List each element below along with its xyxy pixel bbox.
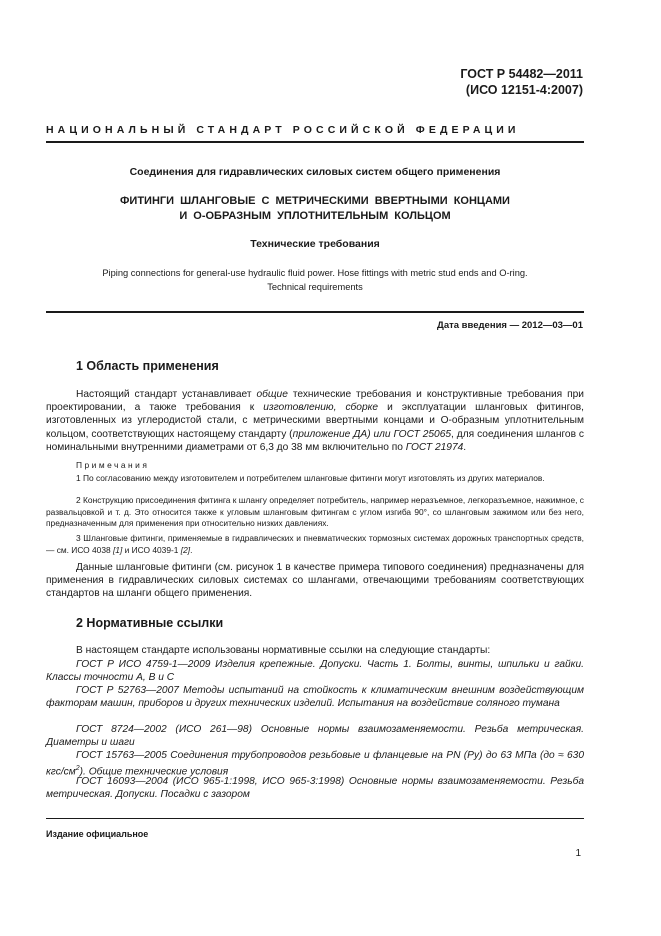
section-2-intro: В настоящем стандарте использованы нормативные ссылки на следующие стандарты: bbox=[76, 645, 491, 656]
reference-item: ГОСТ 16093—2004 (ИСО 965-1:1998, ИСО 965-3:1998) Основные нормы взаимозаменяемости. Резьба метрическая. Допуски. Посадки с зазором bbox=[46, 776, 584, 800]
header-rule bbox=[46, 141, 584, 143]
reference-item: ГОСТ Р 52763—2007 Методы испытаний на стойкость к климатическим внешним воздействующим факторам машин, приборов и других технических изделий. Испытания на воздействие соляного тумана bbox=[46, 685, 584, 709]
english-title bbox=[46, 266, 584, 294]
title-rule bbox=[46, 311, 584, 313]
document-subtitle: Соединения для гидравлических силовых систем общего применения bbox=[129, 166, 501, 178]
notes-label: Примечания bbox=[76, 460, 150, 470]
section-2-heading: 2 Нормативные ссылки bbox=[76, 616, 224, 630]
reference-item: ГОСТ 8724—2002 (ИСО 261—98) Основные нормы взаимозаменяемости. Резьба метрическая. Диаметры и шаги bbox=[46, 724, 584, 748]
document-main-title bbox=[46, 194, 584, 224]
standard-number: ГОСТ Р 54482—2011 bbox=[460, 67, 583, 81]
section-1-paragraph-2: Данные шланговые фитинги (см. рисунок 1 в качестве примера типового соединения) предназначены для применения в гидравлических силовых системах со шлангами, отвечающими требованиям соответствующих стандартов на шланги общего применения. bbox=[46, 562, 584, 600]
national-standard-title: НАЦИОНАЛЬНЫЙ СТАНДАРТ РОССИЙСКОЙ ФЕДЕРАЦИИ bbox=[46, 124, 520, 136]
english-title-line-2: Technical requirements bbox=[267, 282, 363, 292]
section-1-paragraph-1: Настоящий стандарт устанавливает общие технические требования и конструктивные требования при проектировании, а также требования к изготовлению, сборке и эксплуатации шланговых фитингов, изготовленных из углеродистой стали, с метрическими ввертными концами и О-образным уплотнительным кольцом, соответствующих настоящему стандарту (приложение ДА) или ГОСТ 25065, для соединения шлангов с номинальными внутренними диаметрами от 6,3 до 38 мм включительно по ГОСТ 21974. bbox=[46, 389, 584, 453]
main-title-line-1: ФИТИНГИ ШЛАНГОВЫЕ С МЕТРИЧЕСКИМИ ВВЕРТНЫМИ КОНЦАМИ bbox=[120, 195, 510, 207]
section-1-heading: 1 Область применения bbox=[76, 359, 219, 373]
reference-item: ГОСТ Р ИСО 4759-1—2009 Изделия крепежные. Допуски. Часть 1. Болты, винты, шпильки и гайки. Классы точности А, В и С bbox=[46, 659, 584, 683]
main-title-line-2: И О-ОБРАЗНЫМ УПЛОТНИТЕЛЬНЫМ КОЛЬЦОМ bbox=[179, 210, 451, 222]
english-title-line-1: Piping connections for general-use hydraulic fluid power. Hose fittings with metric stud ends and O-ring. bbox=[102, 268, 528, 278]
note-2: 2 Конструкцию присоединения фитинга к шлангу определяет потребитель, например неразъемное, легкоразъемное, нажимное, с развальцовкой и т. д. Это относится также к угловым шланговым фитингам с углом изгиба 90°, со шланговым зажимом или без него, предназначенным для применения при относительно низких давлениях. bbox=[46, 495, 584, 528]
intro-date: Дата введения — 2012—03—01 bbox=[437, 320, 583, 331]
footer-rule bbox=[46, 818, 584, 819]
page-number: 1 bbox=[575, 848, 581, 859]
note-3: 3 Шланговые фитинги, применяемые в гидравлических и пневматических тормозных системах дорожных транспортных средств, — см. ИСО 4038 [1] и ИСО 4039-1 [2]. bbox=[46, 533, 584, 555]
official-edition-label: Издание официальное bbox=[46, 829, 149, 839]
iso-number: (ИСО 12151-4:2007) bbox=[465, 83, 583, 97]
note-1: 1 По согласованию между изготовителем и потребителем шланговые фитинги могут изготовлять из других материалов. bbox=[76, 473, 545, 483]
reference-item: ГОСТ 15763—2005 Соединения трубопроводов резьбовые и фланцевые на PN (Ру) до 63 МПа (до ≈ 630 кгс/$см^2$). Общие технические условия bbox=[46, 750, 584, 778]
standard-designation bbox=[460, 66, 583, 98]
tech-requirements-title: Технические требования bbox=[250, 238, 380, 250]
